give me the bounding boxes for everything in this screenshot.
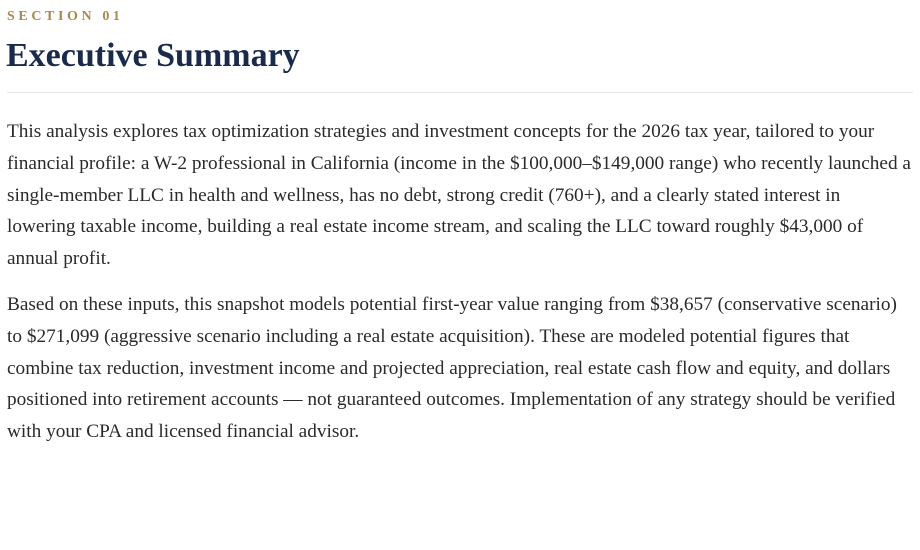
summary-body — [7, 116, 913, 462]
page-title: Executive Summary — [6, 37, 300, 74]
divider — [7, 92, 913, 93]
section-label: SECTION 01 — [7, 9, 124, 24]
summary-paragraph-1: This analysis explores tax optimization strategies and investment concepts for the 2026 tax year, tailored to your financial profile: a W-2 professional in California (income in the $100,000–$149,000 range) who recently launched a single-member LLC in health and wellness, has no debt, strong credit (760+), and a clearly stated interest in lowering taxable income, building a real estate income stream, and scaling the LLC toward roughly $43,000 of annual profit. — [7, 121, 911, 270]
summary-paragraph-2: Based on these inputs, this snapshot models potential first-year value ranging from $38,657 (conservative scenario) to $271,099 (aggressive scenario including a real estate acquisition). These are modeled potential figures that combine tax reduction, investment income and projected appreciation, real estate cash flow and equity, and dollars positioned into retirement accounts — not guaranteed outcomes. Implementation of any strategy should be verified with your CPA and licensed financial advisor. — [7, 293, 897, 443]
